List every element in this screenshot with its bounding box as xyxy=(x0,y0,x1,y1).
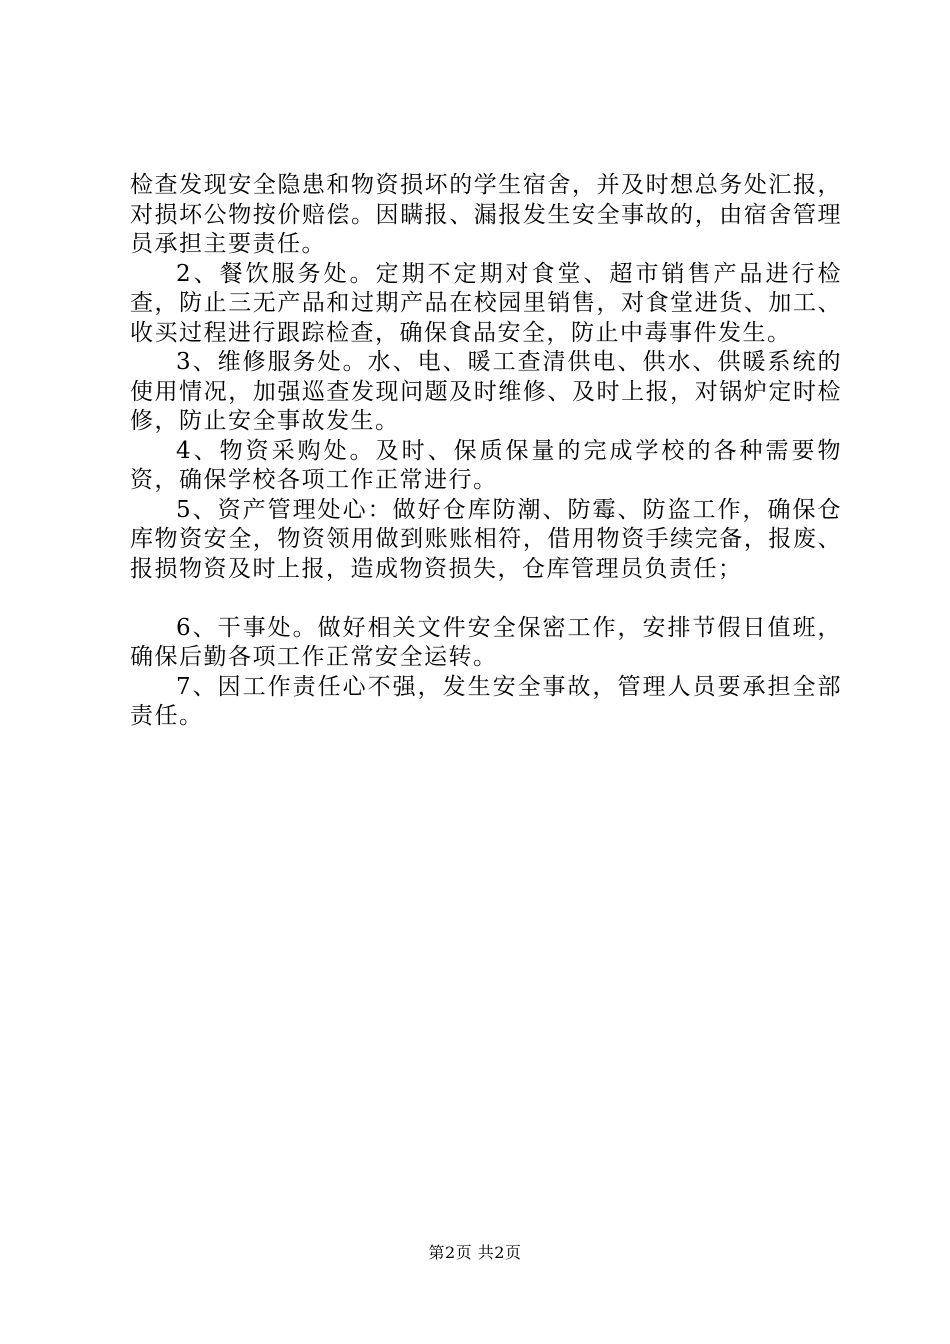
paragraph-maintenance-service: 3、维修服务处。水、电、暖工查清供电、供水、供暖系统的使用情况，加强巡查发现问题及时维修、及时上报，对锅炉定时检修，防止安全事故发生。 xyxy=(130,349,842,434)
paragraph-asset-management: 5、资产管理处心：做好仓库防潮、防霉、防盗工作，确保仓库物资安全，物资领用做到账账相符，借用物资手续完备，报废、报损物资及时上报，造成物资损失，仓库管理员负责任； xyxy=(130,496,842,582)
paragraph-clerk-office: 6、干事处。做好相关文件安全保密工作，安排节假日值班，确保后勤各项工作正常安全运转。 xyxy=(130,614,842,670)
paragraph-catering-service: 2、餐饮服务处。定期不定期对食堂、超市销售产品进行检查，防止三无产品和过期产品在校园里销售，对食堂进货、加工、收买过程进行跟踪检查，确保食品安全，防止中毒事件发生。 xyxy=(130,260,842,346)
paragraph-dormitory-continued: 检查发现安全隐患和物资损坏的学生宿舍，并及时想总务处汇报，对损坏公物按价赔偿。因瞒报、漏报发生安全事故的，由宿舍管理员承担主要责任。 xyxy=(130,172,842,257)
document-body xyxy=(130,171,842,732)
paragraph-procurement: 4、物资采购处。及时、保质保量的完成学校的各种需要物资，确保学校各项工作正常进行。 xyxy=(130,437,842,493)
page-number-footer: 第2页 共2页 xyxy=(428,1243,522,1262)
paragraph-responsibility: 7、因工作责任心不强，发生安全事故，管理人员要承担全部责任。 xyxy=(130,673,842,729)
